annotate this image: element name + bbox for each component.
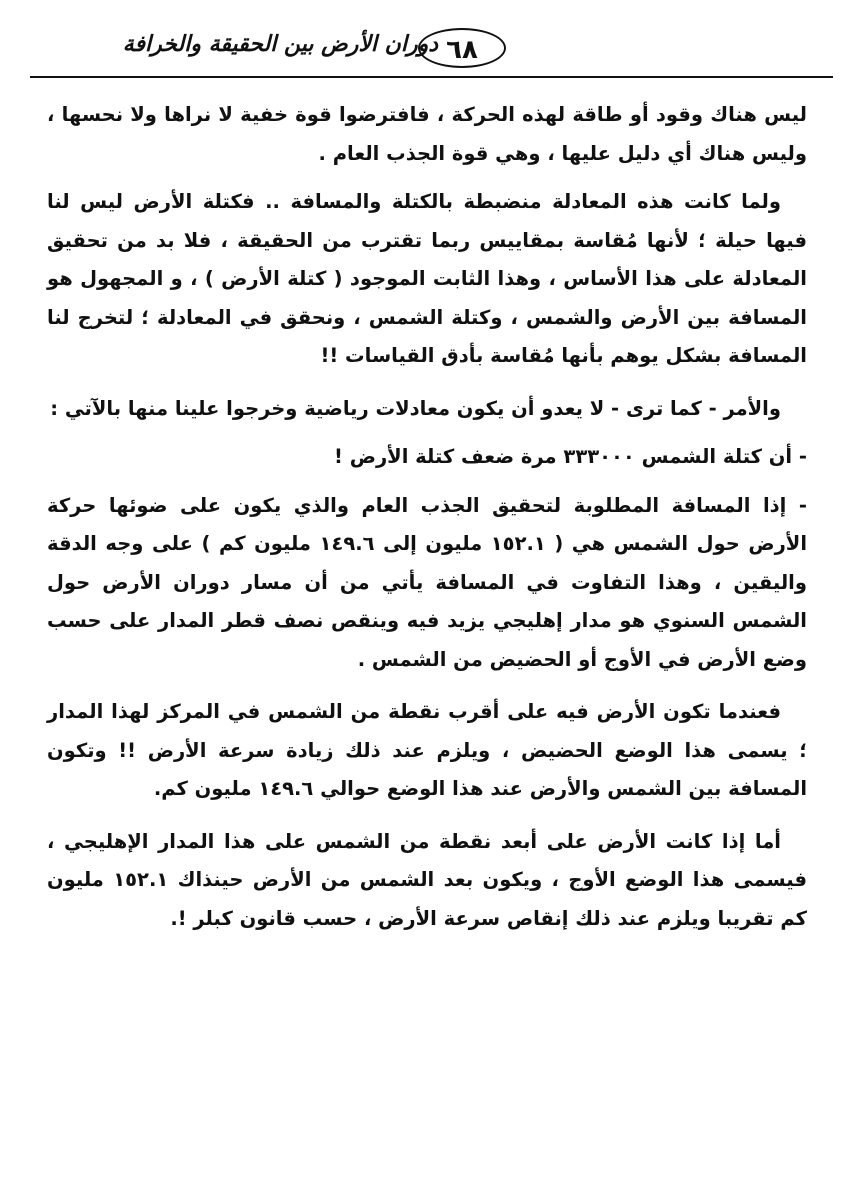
page-number: ٦٨ <box>418 28 506 68</box>
paragraph: ليس هناك وقود أو طاقة لهذه الحركة ، فافترضوا قوة خفية لا نراها ولا نحسها ، وليس هناك أي دليل عليها ، وهي قوة الجذب العام . <box>47 103 807 165</box>
paragraph: أما إذا كانت الأرض على أبعد نقطة من الشمس على هذا المدار الإهليجي ، فيسمى هذا الوضع الأوج ، ويكون بعد الشمس من الأرض حينذاك ١٥٢.١ مليون كم تقريبا ويلزم عند ذلك إنقاص سرعة الأرض ، حسب قانون كبلر !. <box>47 829 808 930</box>
page-body <box>47 96 807 952</box>
bullet-item: - إذا المسافة المطلوبة لتحقيق الجذب العام والذي يكون على ضوئها حركة الأرض حول الشمس هي ( ١٥٢.١ مليون إلى ١٤٩.٦ مليون كم ) على وجه الدقة واليقين ، وهذا التفاوت في المسافة يأتي من أن مسار دوران الأرض حول الشمس السنوي هو مدار إهليجي يزيد فيه وينقص نصف قطر المدار على حسب وضع الأرض في الأوج أو الحضيض من الشمس . <box>47 493 808 671</box>
paragraph: فعندما تكون الأرض فيه على أقرب نقطة من الشمس في المركز لهذا المدار ؛ يسمى هذا الوضع الحضيض ، ويلزم عند ذلك زيادة سرعة الأرض !! وتكون المسافة بين الشمس والأرض عند هذا الوضع حوالي ١٤٩.٦ مليون كم. <box>47 700 807 800</box>
paragraph: ولما كانت هذه المعادلة منضبطة بالكتلة والمسافة .. فكتلة الأرض ليس لنا فيها حيلة ؛ لأنها مُقاسة بمقاييس ربما تقترب من الحقيقة ، فلا بد من تحقيق المعادلة على هذا الأساس ، وهذا الثابت الموجود ( كتلة الأرض ) ، و المجهول هو المسافة بين الأرض والشمس ، وكتلة الشمس ، ونحقق في المعادلة ؛ لتخرج لنا المسافة بشكل يوهم بأنها مُقاسة بأدق القياسات !! <box>47 190 807 367</box>
bullet-item: - أن كتلة الشمس ٣٣٣٠٠٠ مرة ضعف كتلة الأرض ! <box>334 445 807 468</box>
header-divider <box>30 76 833 78</box>
page-header <box>30 18 833 84</box>
paragraph: والأمر - كما ترى - لا يعدو أن يكون معادلات رياضية وخرجوا علينا منها بالآتي : <box>50 396 781 420</box>
running-title: دوران الأرض بين الحقيقة والخرافة <box>122 32 438 57</box>
